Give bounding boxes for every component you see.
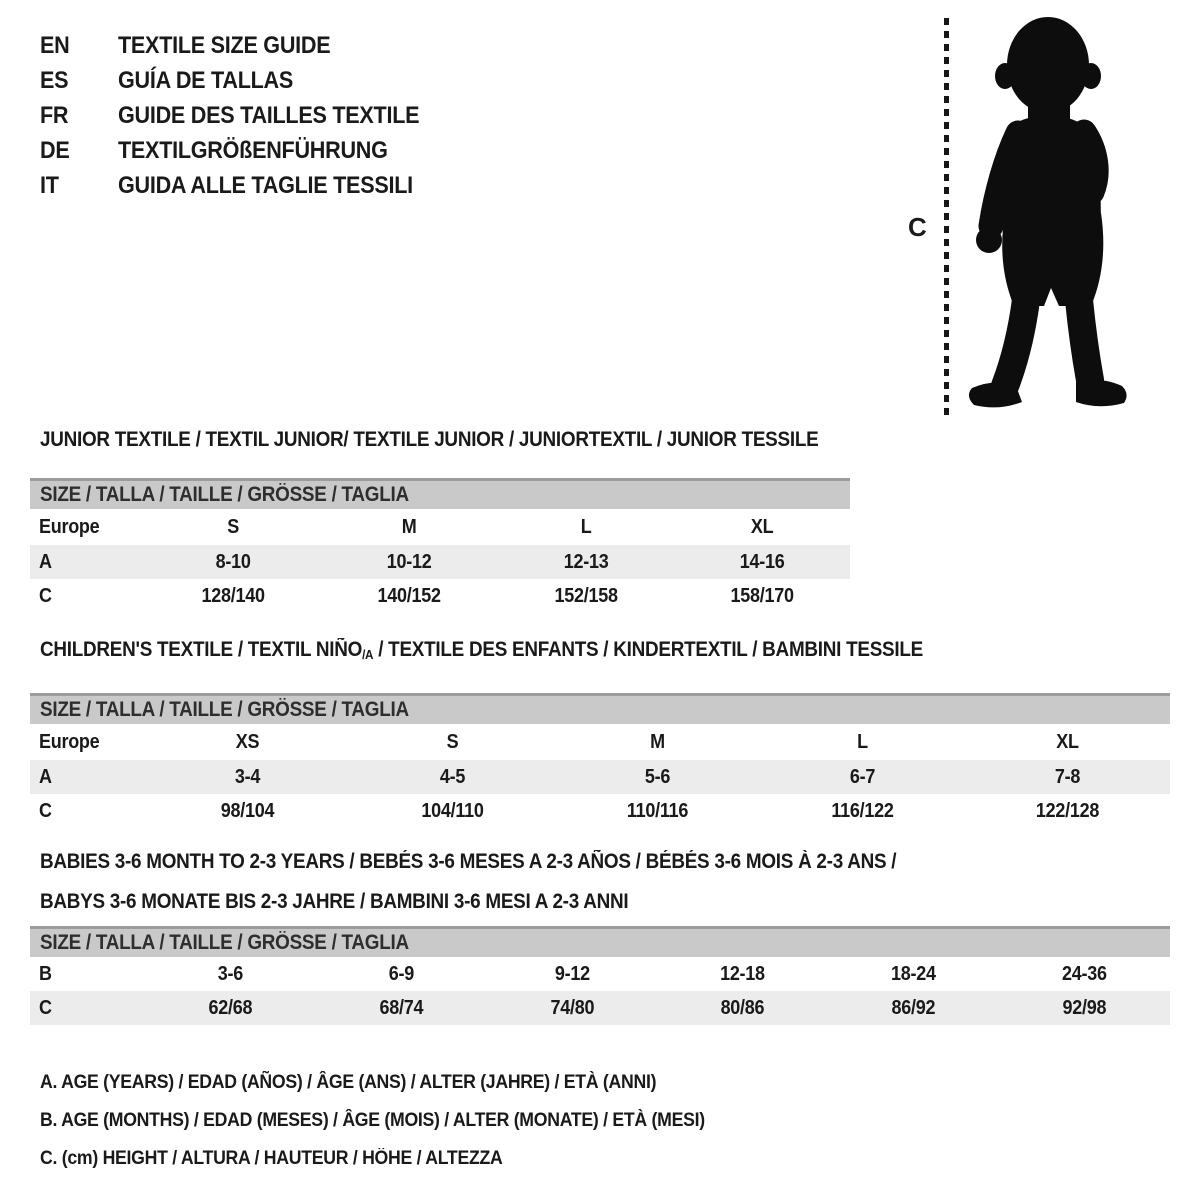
lang-row-it <box>40 168 453 203</box>
lang-title: TEXTILGRÖßENFÜHRUNG <box>118 137 388 164</box>
size-cell: XL <box>750 516 774 538</box>
junior-size-table <box>30 478 850 613</box>
lang-title: GUIDE DES TAILLES TEXTILE <box>118 102 420 129</box>
table-row-height <box>30 991 1170 1025</box>
table-row-months <box>30 957 1170 991</box>
height-cell: 116/122 <box>831 800 894 822</box>
legend-age-years: A. AGE (YEARS) / EDAD (AÑOS) / ÂGE (ANS) / ALTER (JAHRE) / ETÀ (ANNI) <box>40 1072 657 1093</box>
title-subscript: /A <box>362 647 374 662</box>
section-title-line1: BABIES 3-6 MONTH TO 2-3 YEARS / BEBÉS 3-6 MESES A 2-3 AÑOS / BÉBÉS 3-6 MOIS À 2-3 ANS / <box>40 850 897 873</box>
size-cell: S <box>227 516 239 538</box>
section-title-line2: BABYS 3-6 MONATE BIS 2-3 JAHRE / BAMBINI 3-6 MESI A 2-3 ANNI <box>40 890 629 913</box>
age-cell: 10-12 <box>387 551 432 573</box>
months-cell: 9-12 <box>554 963 590 985</box>
height-cell: 92/98 <box>1062 997 1107 1019</box>
height-cell: 122/128 <box>1035 800 1100 822</box>
row-label: C <box>39 800 52 822</box>
size-cell: L <box>580 516 591 538</box>
row-label: A <box>39 551 52 573</box>
table-row-europe <box>30 509 850 545</box>
lang-code: ES <box>40 67 69 94</box>
months-cell: 12-18 <box>720 963 766 985</box>
children-size-table <box>30 693 1170 828</box>
row-label: C <box>39 997 52 1019</box>
legend <box>40 1064 755 1178</box>
section-childrens-textile <box>30 638 1170 828</box>
babies-size-table <box>30 926 1170 1025</box>
table-row-age <box>30 760 1170 794</box>
height-cell: 80/86 <box>721 997 765 1019</box>
height-cell: 86/92 <box>891 997 936 1019</box>
height-cell: 158/170 <box>730 585 794 607</box>
size-cell: L <box>857 731 868 753</box>
height-cell: 110/116 <box>626 800 689 822</box>
height-cell: 68/74 <box>379 997 424 1019</box>
lang-title: GUÍA DE TALLAS <box>118 67 294 94</box>
lang-row-de <box>40 133 453 168</box>
height-cell: 74/80 <box>550 997 594 1019</box>
baby-silhouette-icon <box>958 8 1150 418</box>
height-cell: 152/158 <box>554 585 618 607</box>
section-babies-textile <box>30 842 1170 1025</box>
table-row-height <box>30 579 850 613</box>
months-cell: 3-6 <box>217 963 244 985</box>
language-header <box>40 28 453 203</box>
table-row-age <box>30 545 850 579</box>
row-label: A <box>39 766 52 788</box>
lang-code: DE <box>40 137 70 164</box>
size-cell: XS <box>235 731 260 753</box>
lang-code: IT <box>40 172 59 199</box>
section-title: JUNIOR TEXTILE / TEXTIL JUNIOR/ TEXTILE JUNIOR / JUNIORTEXTIL / JUNIOR TESSILE <box>40 428 819 451</box>
height-cell: 62/68 <box>208 997 253 1019</box>
age-cell: 14-16 <box>739 551 785 573</box>
table-row-height <box>30 794 1170 828</box>
height-cell: 128/140 <box>201 585 265 607</box>
months-cell: 18-24 <box>891 963 937 985</box>
height-measure-label: C <box>908 212 927 242</box>
legend-age-months: B. AGE (MONTHS) / EDAD (MESES) / ÂGE (MOIS) / ALTER (MONATE) / ETÀ (MESI) <box>40 1110 705 1131</box>
row-label: C <box>39 585 52 607</box>
age-cell: 4-5 <box>439 766 466 788</box>
row-label: Europe <box>39 516 100 538</box>
lang-title: TEXTILE SIZE GUIDE <box>118 32 331 59</box>
months-cell: 24-36 <box>1062 963 1107 985</box>
age-cell: 5-6 <box>644 766 671 788</box>
lang-row-es <box>40 63 453 98</box>
section-junior-textile <box>30 428 905 613</box>
age-cell: 6-7 <box>849 766 876 788</box>
lang-code: EN <box>40 32 70 59</box>
height-cell: 104/110 <box>421 800 484 822</box>
lang-title: GUIDA ALLE TAGLIE TESSILI <box>118 172 413 199</box>
age-cell: 8-10 <box>215 551 251 573</box>
row-label: Europe <box>39 731 100 753</box>
size-header-bar: SIZE / TALLA / TAILLE / GRÖSSE / TAGLIA <box>30 478 850 509</box>
size-cell: XL <box>1056 731 1079 753</box>
lang-code: FR <box>40 102 69 129</box>
age-cell: 3-4 <box>234 766 261 788</box>
age-cell: 7-8 <box>1054 766 1081 788</box>
legend-height-cm: C. (cm) HEIGHT / ALTURA / HAUTEUR / HÖHE / ALTEZZA <box>40 1148 503 1169</box>
table-row-europe <box>30 724 1170 760</box>
lang-row-en <box>40 28 453 63</box>
row-label: B <box>39 963 52 985</box>
age-cell: 12-13 <box>563 551 608 573</box>
months-cell: 6-9 <box>388 963 414 985</box>
size-header-bar: SIZE / TALLA / TAILLE / GRÖSSE / TAGLIA <box>30 926 1170 957</box>
lang-row-fr <box>40 98 453 133</box>
height-cell: 98/104 <box>220 800 275 822</box>
size-header-bar: SIZE / TALLA / TAILLE / GRÖSSE / TAGLIA <box>30 693 1170 724</box>
height-cell: 140/152 <box>377 585 441 607</box>
section-title: CHILDREN'S TEXTILE / TEXTIL $NIÑO_{/A}$ / TEXTILE DES ENFANTS / KINDERTEXTIL / BAMBINI TESSILE <box>40 638 923 662</box>
size-cell: S <box>446 731 459 753</box>
height-measure-dotted-line <box>944 18 949 416</box>
size-cell: M <box>650 731 665 753</box>
size-cell: M <box>402 516 417 538</box>
